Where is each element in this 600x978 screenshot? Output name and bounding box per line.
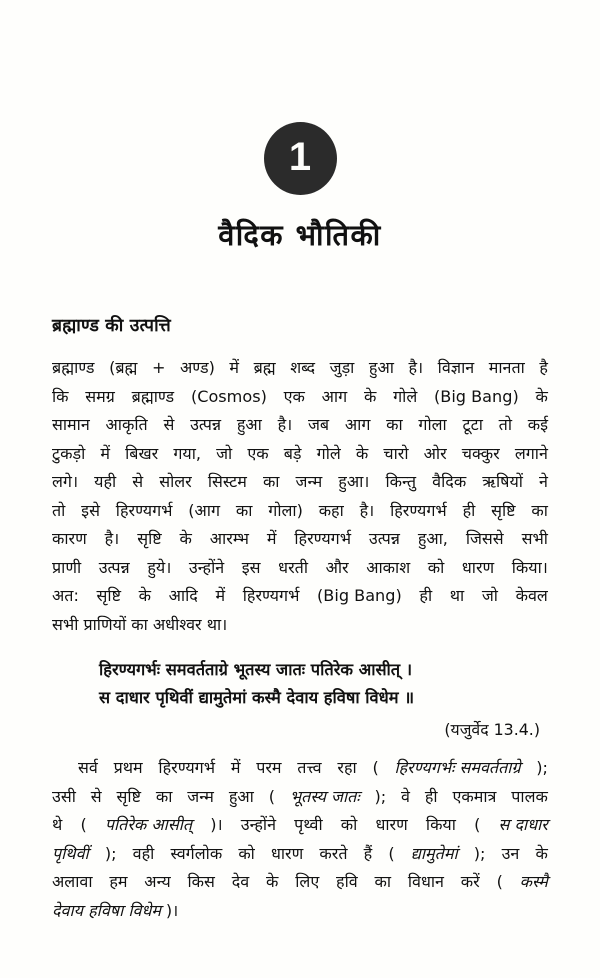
- text-token: के: [138, 586, 152, 605]
- text-token: हिरण्यगर्भ: [158, 758, 216, 777]
- explanation-line: [52, 811, 548, 840]
- text-token: हिरण्यगर्भ: [242, 586, 300, 605]
- text-token: को: [340, 815, 358, 834]
- text-token: में: [100, 443, 110, 463]
- text-token: सभी: [521, 529, 548, 548]
- text-token: वैदिक: [432, 472, 467, 491]
- text-token: )।: [165, 900, 179, 920]
- text-token: उन: [501, 843, 520, 863]
- text-token: स दाधार: [498, 815, 548, 834]
- text-token: (ब्रह्म: [109, 358, 138, 377]
- text-token: का: [531, 500, 548, 520]
- text-token: कस्मै: [519, 872, 548, 891]
- text-token: जिससे: [465, 529, 504, 548]
- text-token: सोलर: [159, 472, 192, 491]
- text-token: शब्द: [290, 358, 316, 377]
- text-token: के: [179, 529, 192, 548]
- text-token: सर्व: [78, 758, 98, 777]
- text-token: है।: [408, 358, 424, 377]
- text-token: अलावा: [52, 872, 93, 891]
- text-token: के: [535, 386, 548, 406]
- text-token: प्राणी: [52, 557, 82, 577]
- text-token: जो: [481, 586, 498, 605]
- text-token: (: [80, 815, 87, 834]
- body-line: [52, 383, 548, 412]
- text-token: जब: [307, 415, 330, 434]
- text-token: ने: [539, 472, 548, 491]
- text-token: सृष्टि: [96, 586, 121, 605]
- text-token: का: [235, 500, 253, 520]
- text-token: धारण: [270, 843, 304, 863]
- text-token: गोले: [393, 386, 418, 406]
- explanation-line: [52, 783, 548, 812]
- text-token: ही: [424, 786, 438, 806]
- text-token: उत्पन्न: [98, 557, 130, 577]
- text-token: ओर: [423, 443, 447, 463]
- text-token: उत्पन्न: [368, 529, 400, 548]
- body-line: [52, 554, 548, 583]
- text-token: है।: [277, 415, 293, 434]
- text-token: ब्रह्माण्ड: [52, 358, 95, 377]
- text-token: ही: [419, 586, 433, 605]
- text-token: गोला: [418, 415, 447, 434]
- body-line: [52, 497, 548, 526]
- text-token: पृथ्वी: [294, 815, 323, 834]
- text-token: सामान: [52, 415, 90, 434]
- text-token: (: [268, 786, 275, 806]
- text-token: (: [474, 815, 481, 834]
- text-token: लगाने: [514, 443, 548, 463]
- text-token: उसी: [52, 786, 76, 806]
- text-token: करते: [319, 843, 348, 863]
- text-token: हुआ,: [417, 529, 448, 548]
- section-heading: ब्रह्माण्ड की उत्पत्ति: [52, 316, 171, 336]
- text-token: लिए: [295, 872, 320, 891]
- text-token: लगे।: [52, 472, 79, 491]
- text-token: से: [132, 472, 144, 491]
- text-token: एक: [247, 443, 269, 463]
- chapter-number-badge: 1: [264, 122, 337, 195]
- text-token: हुआ: [368, 358, 394, 377]
- explanation-paragraph: [52, 754, 548, 925]
- text-token: (: [388, 843, 395, 863]
- text-token: तो: [52, 500, 66, 520]
- text-token: प्रथम: [113, 758, 143, 777]
- text-token: आकाश: [366, 557, 411, 577]
- text-token: का: [386, 415, 403, 434]
- text-token: द्यामुतेमां: [410, 843, 458, 863]
- text-token: हम: [109, 872, 128, 891]
- chapter-title: वैदिक भौतिकी: [218, 218, 382, 252]
- chapter-badge-container: [52, 0, 548, 195]
- text-token: का: [155, 786, 173, 806]
- text-token: विधान: [407, 872, 444, 891]
- text-token: );: [536, 758, 548, 777]
- body-line: [52, 468, 548, 497]
- text-token: किस: [187, 872, 215, 891]
- text-token: इस: [241, 557, 261, 577]
- text-token: के: [363, 386, 377, 406]
- explanation-line: [52, 868, 548, 897]
- text-token: हुआ: [228, 786, 254, 806]
- text-token: );: [473, 843, 486, 863]
- text-token: समग्र: [85, 386, 115, 406]
- text-token: धारण: [461, 557, 495, 577]
- text-token: को: [238, 843, 255, 863]
- text-token: कारण: [52, 529, 87, 548]
- text-token: अन्य: [144, 872, 171, 891]
- text-token: सिस्टम: [207, 472, 247, 491]
- text-token: आदि: [168, 586, 198, 605]
- text-token: है: [539, 358, 548, 377]
- text-token: टूटा: [462, 415, 483, 434]
- text-token: ऋषियों: [482, 472, 523, 491]
- text-token: पालक: [511, 786, 548, 806]
- text-token: आग: [344, 415, 371, 434]
- text-token: +: [151, 358, 166, 377]
- text-token: (: [496, 872, 503, 891]
- text-token: हैं: [363, 843, 373, 863]
- text-token: स्वर्गलोक: [170, 843, 223, 863]
- text-token: हिरण्यगर्भः समवर्तताग्रे: [394, 758, 521, 777]
- text-token: अत:: [52, 586, 79, 605]
- text-token: का: [262, 472, 280, 491]
- verse-line: हिरण्यगर्भः समवर्तताग्रे भूतस्य जातः पतिरेक आसीत् ।: [99, 660, 413, 679]
- body-paragraph: [52, 354, 548, 639]
- text-token: किन्तु: [385, 472, 417, 491]
- text-token: उन्होंने: [188, 557, 225, 577]
- text-token: देवाय हविषा विधेम: [52, 900, 161, 920]
- text-token: कहा: [318, 500, 344, 520]
- text-token: कि: [52, 386, 69, 406]
- text-token: तो: [498, 415, 512, 434]
- text-token: बिखर: [125, 443, 159, 463]
- text-token: जो: [216, 443, 233, 463]
- text-token: जन्म: [187, 786, 214, 806]
- text-token: चारो: [383, 443, 409, 463]
- text-token: टुकड़ो: [52, 443, 86, 463]
- text-token: वे: [401, 786, 410, 806]
- text-token: पतिरेक आसीत्: [104, 815, 193, 834]
- text-token: गोला): [268, 500, 303, 520]
- sanskrit-verse: [52, 656, 548, 712]
- explanation-line: [52, 897, 548, 926]
- text-token: (Cosmos): [190, 386, 267, 406]
- body-line: [52, 411, 548, 440]
- text-token: हुये।: [147, 557, 172, 577]
- text-token: गया,: [173, 443, 201, 463]
- text-token: थे: [52, 815, 63, 834]
- text-token: हुआ: [236, 415, 262, 434]
- text-token: हवि: [336, 872, 358, 891]
- text-token: धारण: [375, 815, 408, 834]
- text-token: उन्होंने: [240, 815, 277, 834]
- text-token: कई: [527, 415, 548, 434]
- text-token: हिरण्यगर्भ: [294, 529, 352, 548]
- text-token: जन्म: [295, 472, 323, 491]
- text-token: एक: [283, 386, 305, 406]
- verse-line: स दाधार पृथिवीं द्यामुतेमां कस्मै देवाय हविषा विधेम ॥: [99, 688, 415, 707]
- text-token: और: [325, 557, 349, 577]
- text-token: के: [266, 872, 279, 891]
- text-token: सृष्टि: [116, 786, 141, 806]
- text-token: किया।: [511, 557, 548, 577]
- text-token: देव: [231, 872, 250, 891]
- text-token: सृष्टि: [137, 529, 162, 548]
- text-token: बड़े: [283, 443, 302, 463]
- text-token: के: [535, 843, 548, 863]
- text-token: से: [90, 786, 102, 806]
- text-token: (Big Bang): [434, 386, 519, 406]
- text-token: (: [372, 758, 379, 777]
- text-token: था: [449, 586, 465, 605]
- text-token: रहा: [337, 758, 357, 777]
- text-token: किया: [425, 815, 456, 834]
- text-token: हुआ।: [338, 472, 370, 491]
- text-token: केवल: [515, 586, 548, 605]
- text-token: );: [104, 843, 117, 863]
- text-token: में: [266, 529, 277, 548]
- text-token: हिरण्यगर्भ: [390, 500, 447, 520]
- text-token: (आग: [188, 500, 221, 520]
- text-token: विज्ञान: [437, 358, 475, 377]
- body-line: [52, 582, 548, 611]
- text-token: जुड़ा: [329, 358, 355, 377]
- text-token: एकमात्र: [452, 786, 497, 806]
- text-token: इसे: [81, 500, 100, 520]
- text-token: पृथिवीं: [52, 843, 89, 863]
- text-token: वही: [132, 843, 155, 863]
- explanation-line: [52, 754, 548, 783]
- text-token: गोले: [316, 443, 341, 463]
- body-line: [52, 525, 548, 554]
- text-token: भूतस्य जातः: [289, 786, 360, 806]
- text-token: आग: [321, 386, 348, 406]
- text-token: में: [215, 586, 226, 605]
- text-token: करें: [460, 872, 480, 891]
- text-token: अण्ड): [180, 358, 215, 377]
- text-token: ब्रह्म: [253, 358, 276, 377]
- text-token: चक्कुर: [461, 443, 500, 463]
- text-token: (Big Bang): [317, 586, 402, 605]
- text-token: को: [427, 557, 445, 577]
- text-token: ही: [462, 500, 476, 520]
- text-token: तत्त्व: [297, 758, 322, 777]
- text-token: में: [230, 758, 241, 777]
- text-token: यही: [94, 472, 117, 491]
- explanation-line: [52, 840, 548, 869]
- text-token: आकृति: [105, 415, 148, 434]
- text-token: का: [374, 872, 392, 891]
- text-token: है।: [104, 529, 120, 548]
- text-token: सृष्टि: [491, 500, 516, 520]
- text-token: हिरण्यगर्भ: [115, 500, 173, 520]
- body-line: [52, 440, 548, 469]
- text-token: से: [163, 415, 175, 434]
- text-token: में: [229, 358, 240, 377]
- text-token: के: [355, 443, 369, 463]
- text-token: ब्रह्माण्ड: [131, 386, 175, 406]
- text-token: है।: [359, 500, 375, 520]
- text-token: उत्पन्न: [190, 415, 222, 434]
- text-token: आरम्भ: [209, 529, 249, 548]
- body-line: [52, 354, 548, 383]
- text-token: );: [374, 786, 387, 806]
- text-token: धरती: [278, 557, 308, 577]
- text-token: )।: [210, 815, 223, 834]
- verse-citation: (यजुर्वेद 13.4.): [444, 720, 540, 739]
- text-token: मानता: [488, 358, 525, 377]
- body-line: सभी प्राणियों का अधीश्वर था।: [52, 614, 228, 634]
- text-token: परम: [256, 758, 282, 777]
